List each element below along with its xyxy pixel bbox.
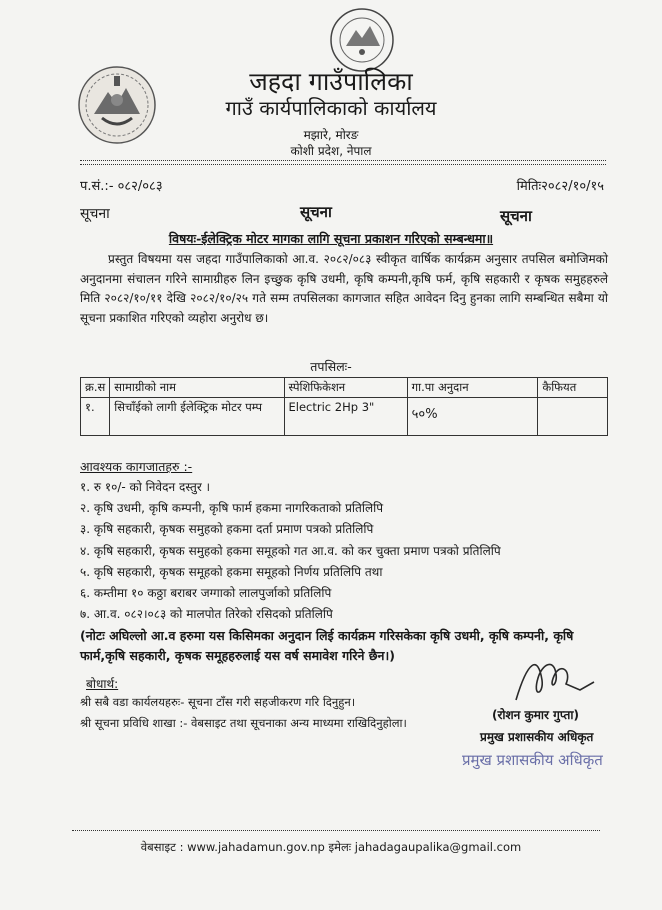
list-item: १. रु १०/- को निवेदन दस्तुर । xyxy=(80,480,211,494)
address-line-1: मझारे, मोरङ xyxy=(303,128,359,142)
list-item: ६. कम्तीमा १० कठ्ठा बराबर जग्गाको लालपुर्जाको प्रतिलिपि xyxy=(80,586,332,600)
cell-subsidy: ५०% xyxy=(407,398,538,436)
documents-title: आवश्यक कागजातहरु :- xyxy=(80,459,193,474)
schedule-title: तपसिलः- xyxy=(310,359,352,374)
bodharth-title: बोधार्थ: xyxy=(86,677,119,691)
signature-mark xyxy=(508,650,598,710)
list-item: ४. कृषि सहकारी, कृषक समुहको हकमा समूहको गत आ.व. को कर चुक्ता प्रमाण पत्रको प्रतिलिपि xyxy=(80,544,501,558)
official-stamp: प्रमुख प्रशासकीय अधिकृत xyxy=(462,751,603,769)
header-sn: क्र.स xyxy=(81,378,110,398)
header-item-name: सामाग्रीको नाम xyxy=(110,378,284,398)
note-text: (नोटः अघिल्लो आ.व हरुमा यस किसिमका अनुदान लिई कार्यक्रम गरिसकेका कृषि उधमी, कृषि कम्पनी, कृषि फार्म,कृषि सहकारी, कृषक समूहहरुलाई यस वर्ष समावेश गरिने छैन।) xyxy=(80,628,574,663)
cell-specification: Electric 2Hp 3" xyxy=(284,398,407,436)
signatory-name: (रोशन कुमार गुप्ता) xyxy=(492,708,579,722)
signatory-role: प्रमुख प्रशासकीय अधिकृत xyxy=(480,730,594,744)
cc-line-2: श्री सूचना प्रविधि शाखा :- वेबसाइट तथा सूचनाका अन्य माध्यमा राखिदिनुहोला। xyxy=(80,716,407,730)
footer-contact: वेबसाइट : www.jahadamun.gov.np इमेलः jahadagaupalika@gmail.com xyxy=(140,840,522,854)
subject-text: विषयः-ईलेक्ट्रिक मोटर मागका लागि सूचना प्रकाशन गरिएको सम्बन्धमा॥ xyxy=(168,231,494,246)
header-divider xyxy=(80,160,606,161)
cell-item-name: सिचाँईको लागी ईलेक्ट्रिक मोटर पम्प xyxy=(110,398,284,436)
notice-label-center: सूचना xyxy=(300,203,332,221)
cc-line-1: श्री सबै वडा कार्यलयहरुः- सूचना टाँस गरी सहजीकरण गरि दिनुहुन। xyxy=(80,695,356,709)
header-subsidy: गा.पा अनुदान xyxy=(407,378,538,398)
header-specification: स्पेशिफिकेशन xyxy=(284,378,407,398)
header-divider-2 xyxy=(80,164,606,165)
footer-divider xyxy=(72,830,600,831)
cell-sn: १. xyxy=(81,398,110,436)
schedule-table xyxy=(80,377,608,436)
list-item: २. कृषि उधमी, कृषि कम्पनी, कृषि फार्म हकमा नागरिकताको प्रतिलिपि xyxy=(80,501,384,515)
table-row xyxy=(81,398,608,436)
address-line-2: कोशी प्रदेश, नेपाल xyxy=(290,144,372,158)
header-remarks: कैफियत xyxy=(538,378,608,398)
list-item: ३. कृषि सहकारी, कृषक समुहको हकमा दर्ता प्रमाण पत्रको प्रतिलिपि xyxy=(80,522,374,536)
schedule-header-row xyxy=(81,378,608,398)
notice-label-left: सूचना xyxy=(80,206,110,222)
reference-number: प.सं.:- ०८२/०८३ xyxy=(80,179,163,194)
cell-remarks xyxy=(538,398,608,436)
office-title: जहदा गाउँपालिका xyxy=(249,67,413,96)
issue-date: मितिः२०८२/१०/१५ xyxy=(516,179,604,194)
subject-line xyxy=(0,230,662,247)
body-paragraph: प्रस्तुत विषयमा यस जहदा गाउँपालिकाको आ.व. २०८२/०८३ स्वीकृत वार्षिक कार्यक्रम अनुसार तपसिल बमोजिमको अनुदानमा संचालन गरिने सामाग्रीहरु लिन इच्छुक कृषि उधमी, कृषि कम्पनी,कृषि फर्म, कृषि सहकारी र कृषक समुहहरुले मिति २०८२/१०/११ देखि २०८२/१०/२५ गते सम्म तपसिलका कागजात सहित आवेदन दिनु हुनका लागि सम्बन्धित सबैमा यो सूचना प्रकाशित गरिएको व्यहोरा अनुरोध छ। xyxy=(80,252,608,325)
notice-label-right: सूचना xyxy=(500,207,532,225)
list-item: ५. कृषि सहकारी, कृषक समूहको हकमा समूहको निर्णय प्रतिलिपि तथा xyxy=(80,565,383,579)
office-subtitle: गाउँ कार्यपालिकाको कार्यालय xyxy=(225,96,437,120)
list-item: ७. आ.व. ०८२।०८३ को मालपोत तिरेको रसिदको प्रतिलिपि xyxy=(80,607,333,621)
